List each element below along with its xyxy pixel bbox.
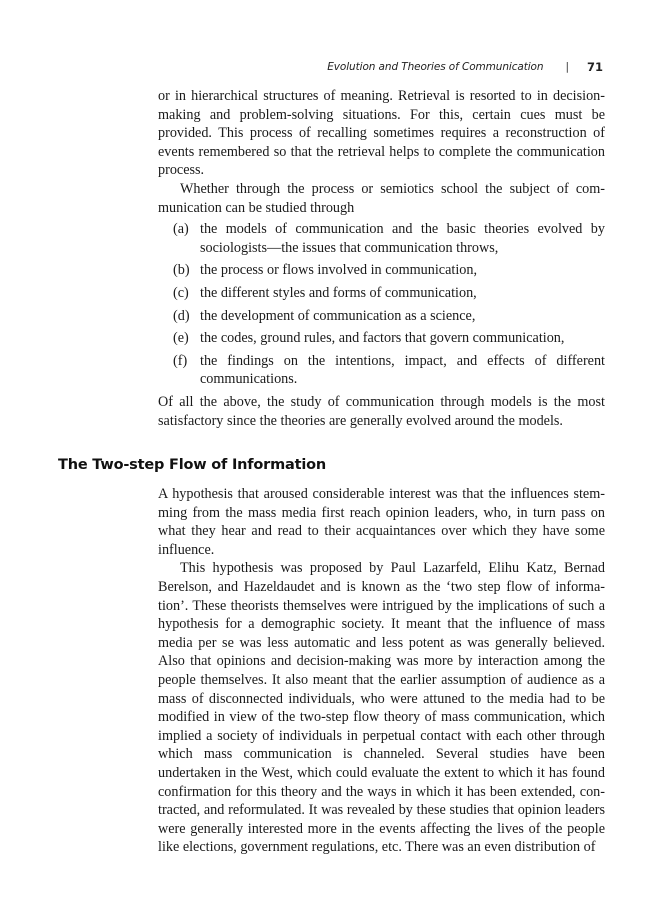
paragraph-hypothesis: A hypothesis that aroused considerable interest was that the influences stemming from the mass media first reach opinion leaders, who, in turn pass on what they hear and read to their acquaintances over which they have some influence. — [158, 486, 605, 558]
list-item — [158, 261, 605, 280]
list-item — [158, 329, 605, 348]
top-text-block — [158, 87, 605, 430]
study-topics-list — [158, 220, 605, 389]
list-item — [158, 220, 605, 257]
list-item-text: the different styles and forms of communication, — [200, 284, 477, 301]
list-item — [158, 352, 605, 389]
list-marker: (c) — [173, 284, 189, 301]
list-marker: (b) — [173, 262, 190, 279]
list-marker: (e) — [173, 330, 189, 347]
list-item-text: the process or flows involved in communication, — [200, 262, 477, 279]
page-number: 71 — [586, 60, 603, 74]
running-header — [327, 60, 603, 74]
list-marker: (d) — [173, 307, 190, 324]
list-item-text: the codes, ground rules, and factors that govern communication, — [200, 330, 565, 347]
running-title: Evolution and Theories of Communication — [327, 61, 544, 73]
list-item-text: the development of communication as a science, — [200, 307, 476, 324]
list-marker: (f) — [173, 352, 188, 369]
paragraph-retrieval: or in hierarchical structures of meaning. Retrieval is resorted to in decision-making and problem-solving situations. For this, certain cues must be provided. This process of recalling sometimes requires a reconstruction of events remembered so that the retrieval helps to complete the communication process. — [158, 88, 605, 179]
list-marker: (a) — [173, 221, 189, 238]
paragraph-subject-study: Whether through the process or semiotics school the subject of communication can be studied through — [158, 180, 605, 216]
paragraph-models-conclusion: Of all the above, the study of communication through models is the most satisfactory since the theories are generally evolved around the models. — [158, 393, 605, 429]
section-heading: The Two-step Flow of Information — [58, 457, 327, 473]
list-item — [158, 284, 605, 303]
section-text-block — [158, 485, 605, 857]
list-item — [158, 307, 605, 326]
header-separator: | — [565, 61, 569, 73]
paragraph-lazarfeld: This hypothesis was proposed by Paul Lazarfeld, Elihu Katz, Bernad Berelson, and Hazeldaudet and is known as the ‘two step flow of information’. These theorists themselves were intrigued by the implications of such a hypothesis for a demographic society. It meant that the influence of mass media per se was less automatic and less potent as was generally believed. Also that opinions and decision-making was more by interaction among the people themselves. It also meant that the earlier assumption of audience as a mass of disconnected individuals, who were attuned to the media had to be modified in view of the two-step flow theory of mass communication, which implied a society of individuals in perpetual contact with each other through which mass communication is channeled. Several studies have been undertaken in the West, which could evaluate the extent to which it has found confirmation for this theory and the ways in which it has been extended, contracted, and reformulated. It was revealed by these studies that opinion leaders were generally interested more in the events affecting the lives of the people like elections, government regulations, etc. There was an even distribution of — [158, 560, 605, 856]
list-item-text: the findings on the intentions, impact, and effects of different communications. — [200, 352, 605, 388]
list-item-text: the models of communication and the basic theories evolved by sociologists—the issues that communication throws, — [200, 221, 605, 256]
